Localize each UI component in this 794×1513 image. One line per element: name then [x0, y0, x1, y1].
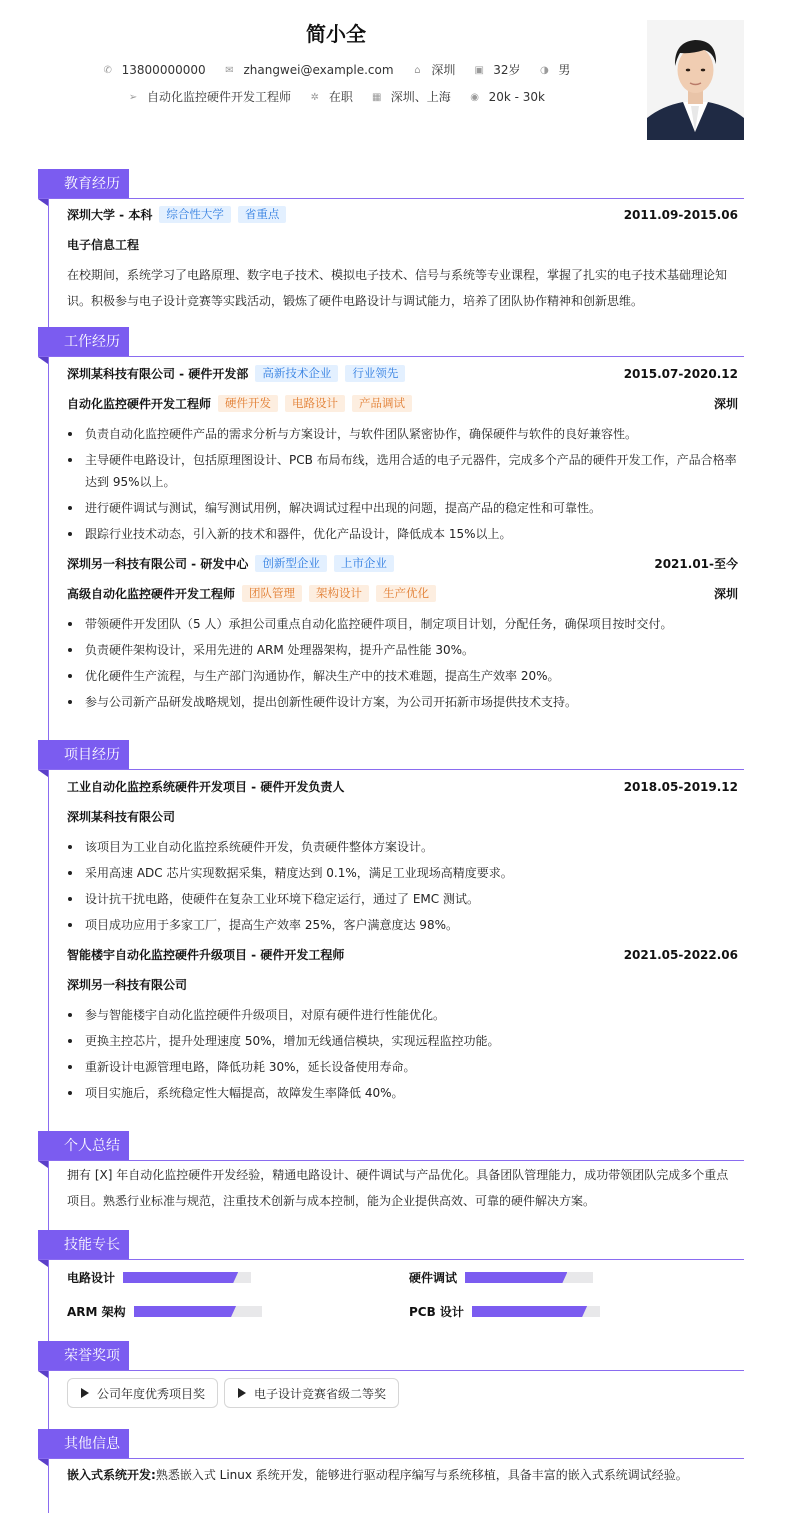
building-icon: ▦ — [371, 91, 382, 103]
person-name: 简小全 — [306, 22, 366, 46]
section-title: 技能专长 — [38, 1230, 129, 1260]
section-title: 教育经历 — [38, 169, 129, 199]
section-header — [38, 1429, 744, 1459]
gender-value: 男 — [558, 63, 571, 77]
project-bullet: 参与智能楼宇自动化监控硬件升级项目，对原有硬件进行性能优化。 — [85, 1002, 738, 1028]
section-fold — [38, 1371, 48, 1378]
contact-row — [0, 61, 672, 78]
skill-bar — [123, 1272, 251, 1283]
skills-section — [38, 1230, 744, 1330]
section-title: 荣誉奖项 — [38, 1341, 129, 1371]
section-header — [38, 1230, 744, 1260]
project-name: 智能楼宇自动化监控硬件升级项目 - 硬件开发工程师 — [67, 948, 345, 962]
other-section — [38, 1429, 744, 1489]
job-date: 2021.01-至今 — [654, 557, 738, 571]
status-item — [309, 88, 353, 105]
projects-section — [38, 740, 744, 1110]
skill-item — [409, 1267, 593, 1287]
play-icon — [81, 1388, 89, 1398]
summary-line: 拥有 [X] 年自动化监控硬件开发经验，精通电路设计、硬件调试与产品优化。具备团队管理能力，成功带领团队完成多个重点 — [67, 1168, 729, 1182]
project-bullet: 设计抗干扰电路，使硬件在复杂工业环境下稳定运行，通过了 EMC 测试。 — [85, 886, 738, 912]
job-bullet: 跟踪行业技术动态，引入新的技术和器件，优化产品设计，降低成本 15%以上。 — [85, 521, 738, 547]
skill-bar — [472, 1306, 600, 1317]
skill-bar — [134, 1306, 262, 1317]
position-tag: 电路设计 — [285, 395, 345, 412]
section-title: 其他信息 — [38, 1429, 129, 1459]
target-city-item — [371, 88, 451, 105]
position-name: 自动化监控硬件开发工程师 — [67, 397, 212, 411]
section-header — [38, 169, 744, 199]
skill-label: 硬件调试 — [409, 1270, 458, 1285]
company-row — [67, 554, 738, 574]
education-section — [38, 169, 744, 309]
company-tag: 行业领先 — [345, 365, 405, 382]
mail-icon: ✉ — [225, 64, 234, 76]
skill-item — [67, 1301, 262, 1321]
position-tag: 生产优化 — [376, 585, 436, 602]
section-divider — [38, 769, 744, 770]
section-header — [38, 1131, 744, 1161]
award-label: 公司年度优秀项目奖 — [97, 1387, 206, 1401]
company-tag: 上市企业 — [334, 555, 394, 572]
skill-item — [67, 1267, 251, 1287]
project-date: 2018.05-2019.12 — [623, 780, 738, 794]
phone-icon: ✆ — [103, 64, 112, 76]
target-job-item — [127, 88, 291, 105]
project-bullet: 重新设计电源管理电路，降低功耗 30%，延长设备使用寿命。 — [85, 1054, 738, 1080]
phone-value: 13800000000 — [121, 63, 206, 77]
age-icon: ▣ — [474, 64, 484, 76]
target-city-value: 深圳、上海 — [390, 90, 451, 104]
city-item — [411, 61, 455, 78]
avatar — [647, 20, 744, 140]
home-icon: ⌂ — [414, 64, 421, 76]
section-header — [38, 740, 744, 770]
skill-fill — [123, 1272, 238, 1283]
honors-section — [38, 1341, 744, 1416]
other-row — [67, 1465, 738, 1485]
skill-label: ARM 架构 — [67, 1304, 126, 1319]
phone-item — [102, 63, 206, 77]
play-icon — [238, 1388, 246, 1398]
school-tag: 省重点 — [238, 206, 287, 223]
section-header — [38, 327, 744, 357]
email-value: zhangwei@example.com — [243, 63, 394, 77]
section-fold — [38, 1260, 48, 1267]
skill-item — [409, 1301, 600, 1321]
skill-label: 电路设计 — [67, 1270, 116, 1285]
email-item — [223, 63, 393, 77]
city-value: 深圳 — [431, 63, 456, 77]
section-fold — [38, 1459, 48, 1466]
gender-item — [538, 61, 570, 78]
award-label: 电子设计竞赛省级二等奖 — [254, 1387, 387, 1401]
skill-bar — [465, 1272, 593, 1283]
project-bullet: 更换主控芯片，提升处理速度 50%，增加无线通信模块，实现远程监控功能。 — [85, 1028, 738, 1054]
section-fold — [38, 770, 48, 777]
skill-fill — [465, 1272, 567, 1283]
skill-label: PCB 设计 — [409, 1304, 464, 1319]
education-date: 2011.09-2015.06 — [623, 208, 738, 222]
job-bullet: 参与公司新产品研发战略规划，提出创新性硬件设计方案，为公司开拓新市场提供技术支持。 — [85, 689, 738, 715]
position-tag: 硬件开发 — [218, 395, 278, 412]
job-bullet: 带领硬件开发团队（5 人）承担公司重点自动化监控硬件项目，制定项目计划，分配任务，确保项目按时交付。 — [85, 611, 738, 637]
send-icon: ➢ — [128, 91, 138, 103]
summary-section — [38, 1131, 744, 1221]
other-text: 熟悉嵌入式 Linux 系统开发，能够进行驱动程序编写与系统移植，具备丰富的嵌入式系统调试经验。 — [155, 1468, 688, 1482]
school-name: 深圳大学 - 本科 — [67, 208, 153, 222]
section-divider — [38, 1370, 744, 1371]
section-divider — [38, 356, 744, 357]
salary-icon: ◉ — [470, 91, 479, 103]
position-row — [67, 394, 738, 414]
job-intent-row — [0, 88, 672, 105]
age-value: 32岁 — [493, 63, 521, 77]
project-bullet: 该项目为工业自动化监控系统硬件开发，负责硬件整体方案设计。 — [85, 834, 738, 860]
target-job-value: 自动化监控硬件开发工程师 — [147, 90, 292, 104]
other-label: 嵌入式系统开发: — [67, 1468, 156, 1482]
award-badge — [224, 1378, 399, 1408]
job-bullet: 负责硬件架构设计，采用先进的 ARM 处理器架构，提升产品性能 30%。 — [85, 637, 738, 663]
resume-header — [0, 0, 794, 150]
salary-item — [469, 90, 545, 104]
project-bullet: 项目实施后，系统稳定性大幅提高，故障发生率降低 40%。 — [85, 1080, 738, 1106]
school-tag: 综合性大学 — [159, 206, 231, 223]
company-tag: 高新技术企业 — [255, 365, 338, 382]
gender-icon: ◑ — [539, 64, 549, 76]
project-company: 深圳另一科技有限公司 — [67, 978, 188, 992]
status-value: 在职 — [328, 90, 353, 104]
section-divider — [38, 1259, 744, 1260]
project-company: 深圳某科技有限公司 — [67, 810, 176, 824]
position-name: 高级自动化监控硬件开发工程师 — [67, 587, 236, 601]
project-bullet: 项目成功应用于多家工厂，提高生产效率 25%，客户满意度达 98%。 — [85, 912, 738, 938]
education-desc-line: 在校期间，系统学习了电路原理、数字电子技术、模拟电子技术、信号与系统等专业课程，掌握了扎实的电子技术基础理论知 — [67, 268, 728, 282]
job-location: 深圳 — [713, 587, 738, 601]
company-row — [67, 364, 738, 384]
salary-value: 20k - 30k — [488, 90, 545, 104]
project-name: 工业自动化监控系统硬件开发项目 - 硬件开发负责人 — [67, 780, 345, 794]
position-row — [67, 584, 738, 604]
job-bullet: 负责自动化监控硬件产品的需求分析与方案设计，与软件团队紧密协作，确保硬件与软件的良好兼容性。 — [85, 421, 738, 447]
project-date: 2021.05-2022.06 — [623, 948, 738, 962]
position-tag: 架构设计 — [309, 585, 369, 602]
project-row — [67, 945, 738, 965]
section-divider — [38, 1458, 744, 1459]
project-bullet: 采用高速 ADC 芯片实现数据采集，精度达到 0.1%，满足工业现场高精度要求。 — [85, 860, 738, 886]
section-title: 个人总结 — [38, 1131, 129, 1161]
work-section — [38, 327, 744, 717]
job-bullet: 进行硬件调试与测试，编写测试用例，解决调试过程中出现的问题，提高产品的稳定性和可靠性。 — [85, 495, 738, 521]
section-divider — [38, 1160, 744, 1161]
job-location: 深圳 — [713, 397, 738, 411]
section-fold — [38, 199, 48, 206]
section-title: 工作经历 — [38, 327, 129, 357]
position-tag: 团队管理 — [242, 585, 302, 602]
section-header — [38, 1341, 744, 1371]
section-title: 项目经历 — [38, 740, 129, 770]
project-row — [67, 777, 738, 797]
major: 电子信息工程 — [67, 238, 140, 252]
job-bullet-continued: 达到 95%以上。 — [85, 475, 176, 489]
job-bullet: 优化硬件生产流程，与生产部门沟通协作，解决生产中的技术难题，提高生产效率 20%。 — [85, 663, 738, 689]
company-name: 深圳某科技有限公司 - 硬件开发部 — [67, 367, 249, 381]
position-tag: 产品调试 — [352, 395, 412, 412]
section-divider — [38, 198, 744, 199]
job-date: 2015.07-2020.12 — [623, 367, 738, 381]
age-item — [473, 61, 520, 78]
company-tag: 创新型企业 — [255, 555, 327, 572]
status-icon: ✲ — [310, 91, 320, 103]
skill-fill — [134, 1306, 236, 1317]
profile-photo — [647, 20, 744, 140]
award-badge — [67, 1378, 218, 1408]
skill-fill — [472, 1306, 587, 1317]
education-row — [67, 205, 738, 225]
section-fold — [38, 357, 48, 364]
company-name: 深圳另一科技有限公司 - 研发中心 — [67, 557, 249, 571]
job-bullet: 主导硬件电路设计，包括原理图设计、PCB 布局布线，选用合适的电子元器件，完成多个产品的硬件开发工作，产品合格率 — [85, 447, 738, 473]
summary-line: 项目。熟悉行业标准与规范，注重技术创新与成本控制，能为企业提供高效、可靠的硬件解决方案。 — [67, 1194, 596, 1208]
education-desc-line: 识。积极参与电子设计竞赛等实践活动，锻炼了硬件电路设计与调试能力，培养了团队协作精神和创新思维。 — [67, 294, 644, 308]
section-fold — [38, 1161, 48, 1168]
